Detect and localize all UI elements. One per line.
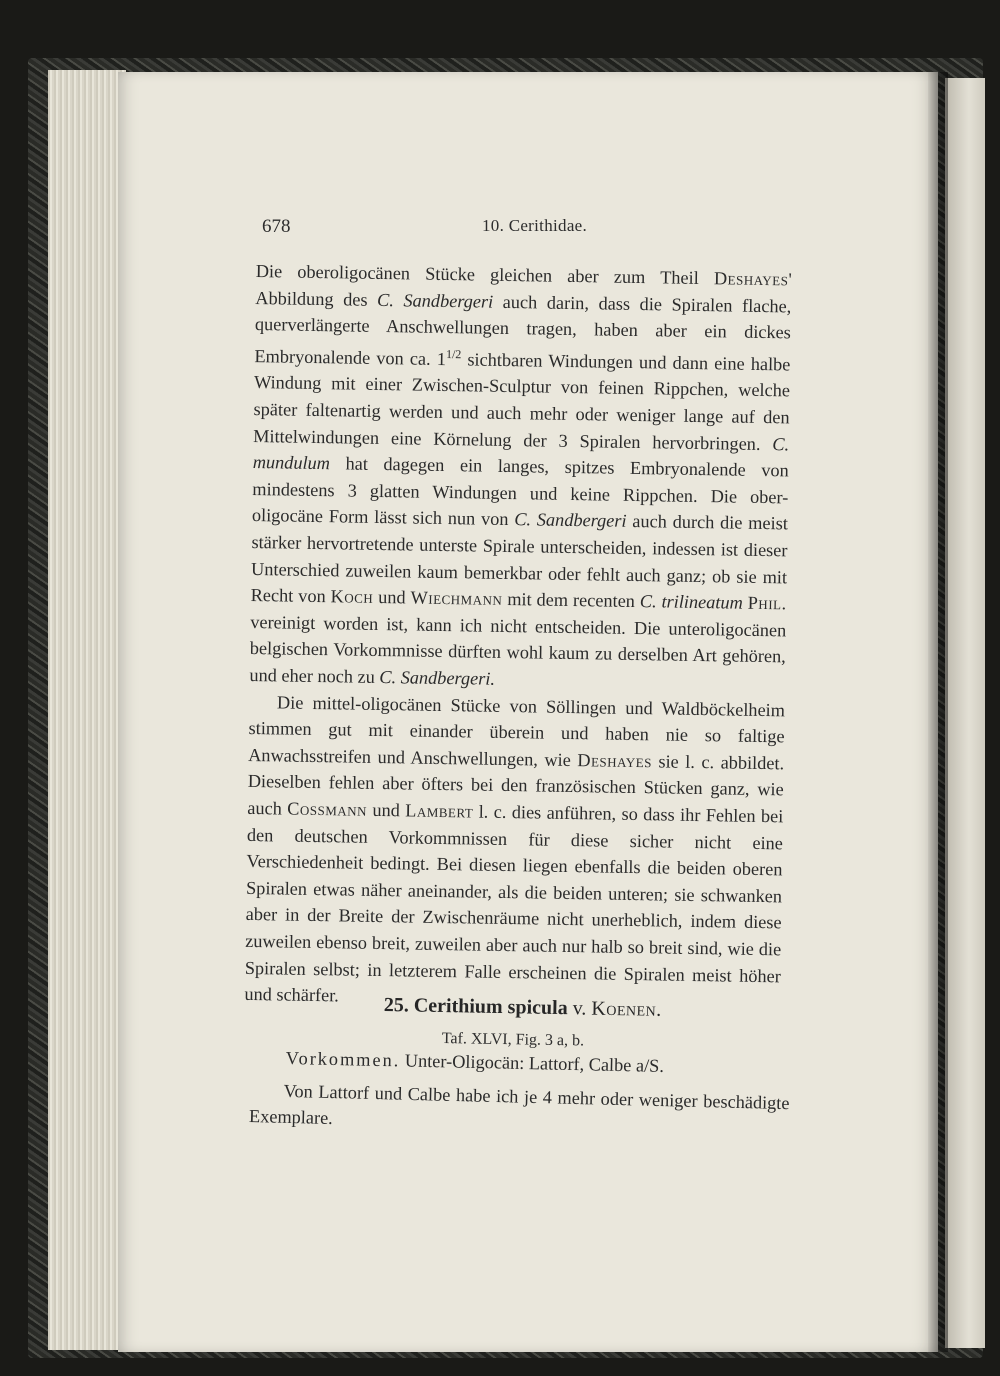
text: und bbox=[373, 587, 411, 608]
species-title: Cerithium spicula bbox=[413, 994, 568, 1020]
section-number: 25. bbox=[383, 994, 409, 1017]
author-name: Deshayes bbox=[577, 749, 653, 772]
text: auch darin, dass die Spiralen flache, querverlängerte Anschwellungen tragen, haben aber ein dickes Embryonalende von ca. 1 bbox=[254, 291, 792, 369]
text: mit dem recenten bbox=[502, 589, 641, 612]
species-name: C. mundulum bbox=[252, 433, 790, 474]
text: l. c. dies anführen, so dass ihr Fehlen bei den deutschen Vorkommnissen für diese sicher nicht eine Verschiedenheit bedingt. Bei diesen liegen ebenfalls die beiden oberen Spiralen etwas näher aneinander, als die beiden unteren; sie schwanken aber in der Breite der Zwischenräume nicht unerheblich, indem diese zuweilen ebenso breit, zuweilen aber auch nur halb so breit sind, wie die Spiralen selbst; in letzterem Falle erscheinen die Spiralen meist höher und schärfer. bbox=[244, 801, 784, 1006]
page-edges bbox=[48, 70, 126, 1350]
author-name: Lambert bbox=[405, 800, 474, 822]
paragraph-3: Von Lattorf und Calbe habe ich je 4 mehr oder weniger beschädigte Exemplare. bbox=[248, 1080, 790, 1129]
plate-reference: Taf. XLVI, Fig. 3 a, b. bbox=[441, 1030, 585, 1050]
author-name: Wiechmann bbox=[410, 587, 503, 610]
species-name: C. Sandbergeri bbox=[376, 289, 494, 312]
text: ' Abbildung des bbox=[255, 269, 792, 310]
fraction: 1/2 bbox=[445, 346, 462, 362]
text: auch durch die meist stärker hervortretende unterste Spirale unterscheiden, indessen ist dieser Unterschied zuweilen kaum bemerkbar oder fehlt auch ganz; ob sie mit Recht von bbox=[250, 511, 789, 607]
species-name: C. Sandbergeri bbox=[514, 509, 627, 532]
page-gutter bbox=[928, 72, 948, 1352]
author-name: Phil. bbox=[747, 592, 787, 614]
species-name: C. trilineatum bbox=[639, 591, 743, 613]
text: sie l. c. abbildet. Dieselben fehlen aber öfters bei den französischen Stücken ganz, wie auch bbox=[247, 751, 785, 819]
text: Die oberoligocänen Stücke gleichen aber zum Theil bbox=[255, 260, 715, 289]
species-name: C. Sandbergeri. bbox=[379, 666, 496, 689]
author-name: Koenen. bbox=[591, 997, 662, 1021]
facing-page-edge bbox=[945, 78, 985, 1348]
author-name: Koch bbox=[330, 586, 374, 608]
occurrence-text: Unter-Oligocän: Lattorf, Calbe a/S. bbox=[400, 1050, 665, 1076]
text: und bbox=[366, 799, 406, 821]
paragraph-1 bbox=[249, 258, 792, 697]
running-head: 10. Cerithidae. bbox=[482, 216, 588, 235]
body-text bbox=[244, 258, 792, 1016]
section-heading bbox=[384, 994, 662, 1022]
text: Die mittel-oligocänen Stücke von Söllingen und Waldböckelheim stimmen gut mit einander überein und haben nie so faltige Anwachsstreifen und Anschwellungen, wie bbox=[248, 691, 786, 770]
occurrence-label: Vorkommen. bbox=[285, 1047, 401, 1071]
author-name: Cossmann bbox=[287, 798, 368, 820]
text: hat dagegen ein langes, spitzes Embryonalende von mindestens 3 glatten Windungen und keine Rippchen. Die ober-oligocäne Form lässt sich nun von bbox=[251, 453, 789, 530]
author-prefix: v. bbox=[572, 997, 587, 1020]
text: vereinigt worden ist, kann ich nicht entscheiden. Die unteroligocänen belgischen Vorkommnisse dürften wohl kaum zu derselben Art gehören, und eher noch zu bbox=[249, 611, 787, 687]
page-number: 678 bbox=[262, 216, 291, 237]
author-name: Deshayes bbox=[713, 268, 789, 290]
text: sichtbaren Windungen und dann eine halbe Windung mit einer Zwischen-Sculptur von feinen Rippchen, welche später faltenartig werden und auch mehr oder weniger lange auf den Mittelwindungen eine Körnelung der 3 Spiralen hervorbringen. bbox=[253, 349, 791, 454]
paragraph-2 bbox=[244, 689, 786, 1020]
